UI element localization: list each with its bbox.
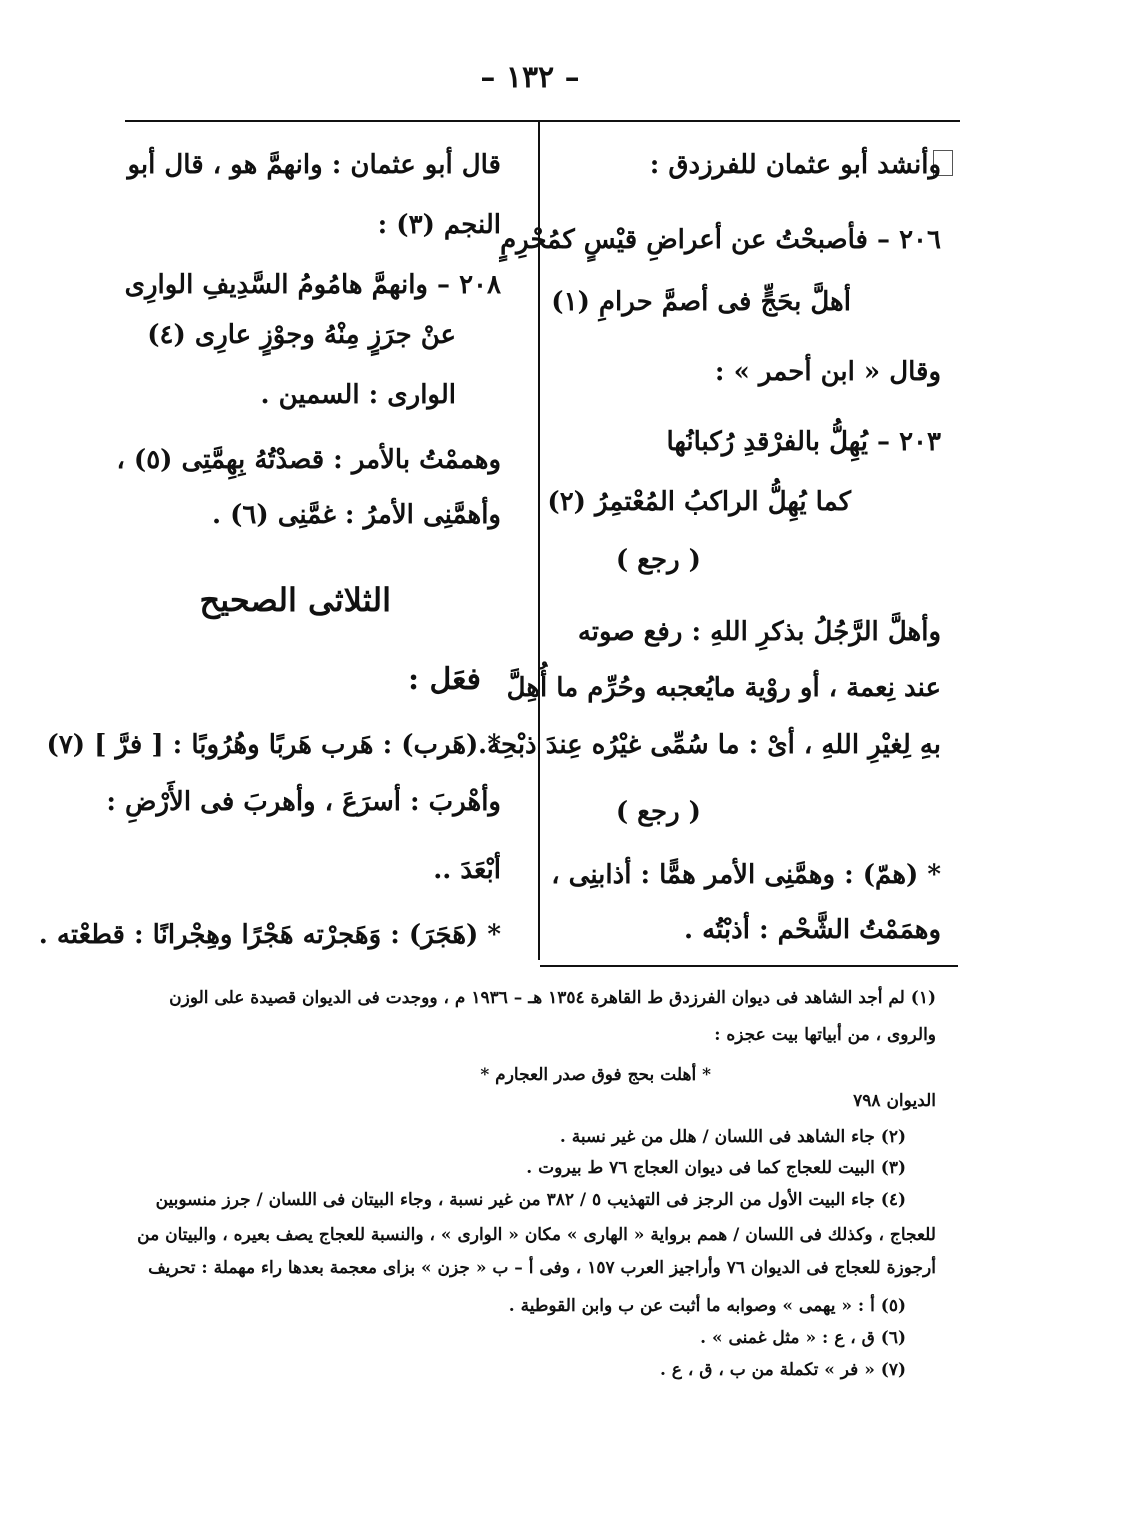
left-line-9: * (هَجَرَ) : وَهَجرْته هَجْرًا وهِجْرانًا : قطعْته . [38,920,501,950]
page-number: – ١٣٢ – [480,60,580,95]
verse-203-second: كما يُهِلُّ الراكبُ المُعْتمِرُ (٢) [547,487,851,517]
left-column [38,0,501,960]
footnote-1-line-2: والروى ، من أبياتها بيت عجزه : [714,1025,936,1045]
paragraph-line-2: عند نِعمة ، أو روْية مايُعجبه وحُرِّم ما أُهِلَّ [506,673,941,703]
verse-208-second: عنْ جرَزٍ مِنْهُ وجوْزٍ عارِى (٤) [147,320,456,350]
verse-206-second: أهلَّ بحَجٍّ فى أصمَّ حرامِ (١) [551,287,851,317]
footnote-4-line-1: (٤) جاء البيت الأول من الرجز فى التهذيب ٥ / ٣٨٢ من غير نسبة ، وجاء البيتان فى اللسان / جرز منسوبين [155,1190,906,1210]
footnote-5: (٥) أ : « يهمى » وصوابه ما أثبت عن ب وابن القوطية . [508,1296,906,1316]
reference-1: ( رجع ) [615,545,701,575]
intro-203: وقال « ابن أحمر » : [714,357,941,387]
left-line-3: الوارى : السمين . [260,380,456,410]
subsection-title: فعَل : [407,662,481,697]
footnote-6: (٦) ق ، ع : « مثل غمنى » . [700,1328,906,1348]
verse-206-first: ٢٠٦ – فأصبحْتُ عن أعراضِ قيْسٍ كمُحْرِمٍ [500,225,941,255]
footnote-1-line-3: * أهلت بحج فوق صدر العجارم * [480,1065,711,1085]
left-line-8: أبْعَدَ .. [433,855,501,885]
left-line-2: النجم (٣) : [377,210,501,240]
footnote-4-line-3: أرجوزة للعجاج فى الديوان ٧٦ وأراجيز العرب ١٥٧ ، وفى أ – ب « جزن » بزاى معجمة بعدها راء مهملة : تحريف [148,1258,936,1278]
left-line-5: وأهمَّنِى الأمرُ : غمَّنِى (٦) . [212,500,501,530]
footnote-4-line-2: للعجاج ، وكذلك فى اللسان / همم برواية « الهارى » مكان « الوارى » ، والنسبة للعجاج يصف بعيره ، والبيتان من [137,1225,936,1245]
paragraph-line-3: بهِ لِغيْرِ اللهِ ، أىْ : ما سُمِّى غيْرُه عِندَ ذبْحِه. [478,730,941,760]
verse-203-first: ٢٠٣ – يُهِلُّ بالفرْقدِ رُكبانُها [666,427,941,457]
footnote-2: (٢) جاء الشاهد فى اللسان / هلل من غير نسبة . [559,1127,906,1147]
left-line-4: وهممْتُ بالأمر : قصدْتُهُ بِهِمَّتِى (٥) ، [116,445,501,475]
left-line-1: قال أبو عثمان : وانهمَّ هو ، قال أبو [127,150,501,180]
section-title: الثلاثى الصحيح [199,581,391,619]
footnote-rule [540,965,958,967]
left-line-6: * (هَرب) : هَرب هَربًا وهُرُوبًا : [ فرَّ ] (٧) [46,730,501,760]
footnote-7: (٧) « فر » تكملة من ب ، ق ، ع . [659,1360,906,1380]
footnote-1-line-1: (١) لم أجد الشاهد فى ديوان الفرزدق ط القاهرة ١٣٥٤ هـ – ١٩٣٦ م ، ووجدت فى الديوان قصيدة على الوزن [169,988,936,1008]
paragraph-line-1: وأهلَّ الرَّجُلُ بذكرِ اللهِ : رفع صوته [577,617,941,647]
paragraph-line-5: وهمَمْتُ الشَّحْم : أذبْتُه . [684,915,941,945]
intro-line: وأنشد أبو عثمان للفرزدق : [649,150,941,180]
verse-208-first: ٢٠٨ – وانهمَّ هامُومُ السَّدِيفِ الوارِى [124,270,501,300]
left-line-7: وأهْربَ : أسرَعَ ، وأهربَ فى الأَرْضِ : [106,787,501,817]
footnote-3: (٣) البيت للعجاج كما فى ديوان العجاج ٧٦ ط بيروت . [526,1158,906,1178]
paragraph-line-4: * (همّ) : وهمَّنِى الأمر همًّا : أذابنِى ، [551,860,941,890]
reference-2: ( رجع ) [615,797,701,827]
footnote-1-line-4: الديوان ٧٩٨ [853,1091,936,1111]
